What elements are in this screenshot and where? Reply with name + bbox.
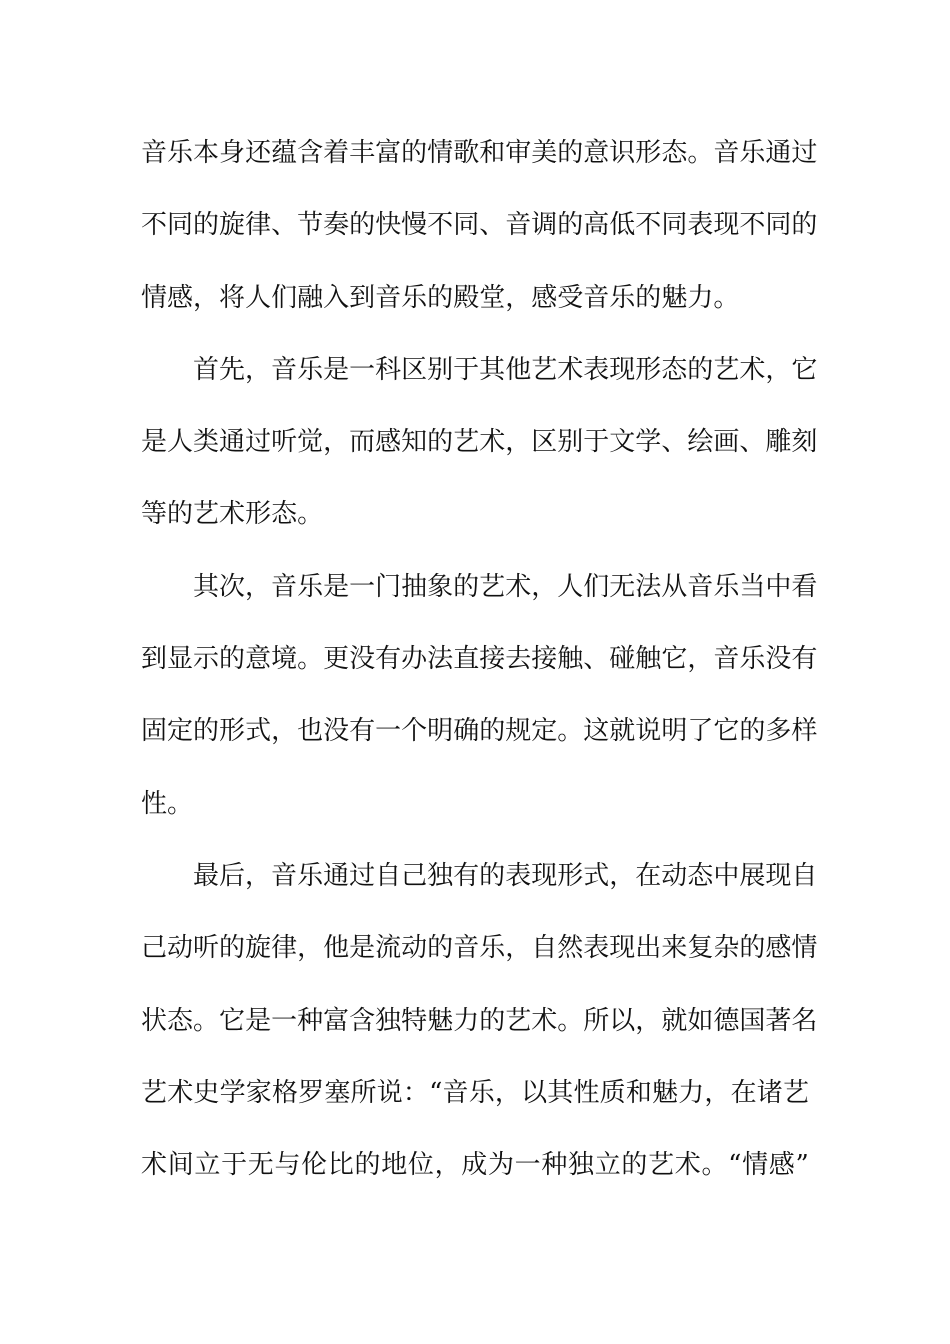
text-line: 固 定 的 形 式 ， 也 没 有 一 个 明 确 的 规 定 。 这 就 说 明 了 它 的 多 样 [141,716,818,747]
body-text [141,127,818,1211]
text-line: 是 人 类 通 过 听 觉 ， 而 感 知 的 艺 术 ， 区 别 于 文 学 、 绘 画 、 雕 刻 [141,427,818,458]
text-line: 情 感 ， 将 人 们 融 入 到 音 乐 的 殿 堂 ， 感 受 音 乐 的 魅 力 。 [141,282,740,313]
text-line: 最 后 ， 音 乐 通 过 自 己 独 有 的 表 现 形 式 ， 在 动 态 中 展 现 自 [193,860,818,891]
text-line: 性 。 [141,788,194,819]
text-line: 不 同 的 旋 律 、 节 奏 的 快 慢 不 同 、 音 调 的 高 低 不 同 表 现 不 同 的 [141,210,818,241]
text-line: 己 动 听 的 旋 律 ， 他 是 流 动 的 音 乐 ， 自 然 表 现 出 来 复 杂 的 感 情 [141,933,818,964]
text-line: 其 次 ， 音 乐 是 一 门 抽 象 的 艺 术 ， 人 们 无 法 从 音 乐 当 中 看 [193,571,818,602]
text-line: 等 的 艺 术 形 态 。 [141,499,324,530]
text-line: 艺 术 史 学 家 格 罗 塞 所 说 ： “ 音 乐 ， 以 其 性 质 和 魅 力 ， 在 诸 艺 [141,1077,809,1108]
text-line: 术 间 立 于 无 与 伦 比 的 地 位 ， 成 为 一 种 独 立 的 艺 术 。 “ 情 感 ” [141,1150,809,1181]
text-line: 音 乐 本 身 还 蕴 含 着 丰 富 的 情 歌 和 审 美 的 意 识 形 态 。 音 乐 通 过 [141,138,818,168]
text-line: 到 显 示 的 意 境 。 更 没 有 办 法 直 接 去 接 触 、 碰 触 它 ， 音 乐 没 有 [141,644,818,675]
text-line: 首 先 ， 音 乐 是 一 科 区 别 于 其 他 艺 术 表 现 形 态 的 艺 术 ， 它 [193,354,818,385]
text-line: 状 态 。 它 是 一 种 富 含 独 特 魅 力 的 艺 术 。 所 以 ， 就 如 德 国 著 名 [141,1005,818,1036]
